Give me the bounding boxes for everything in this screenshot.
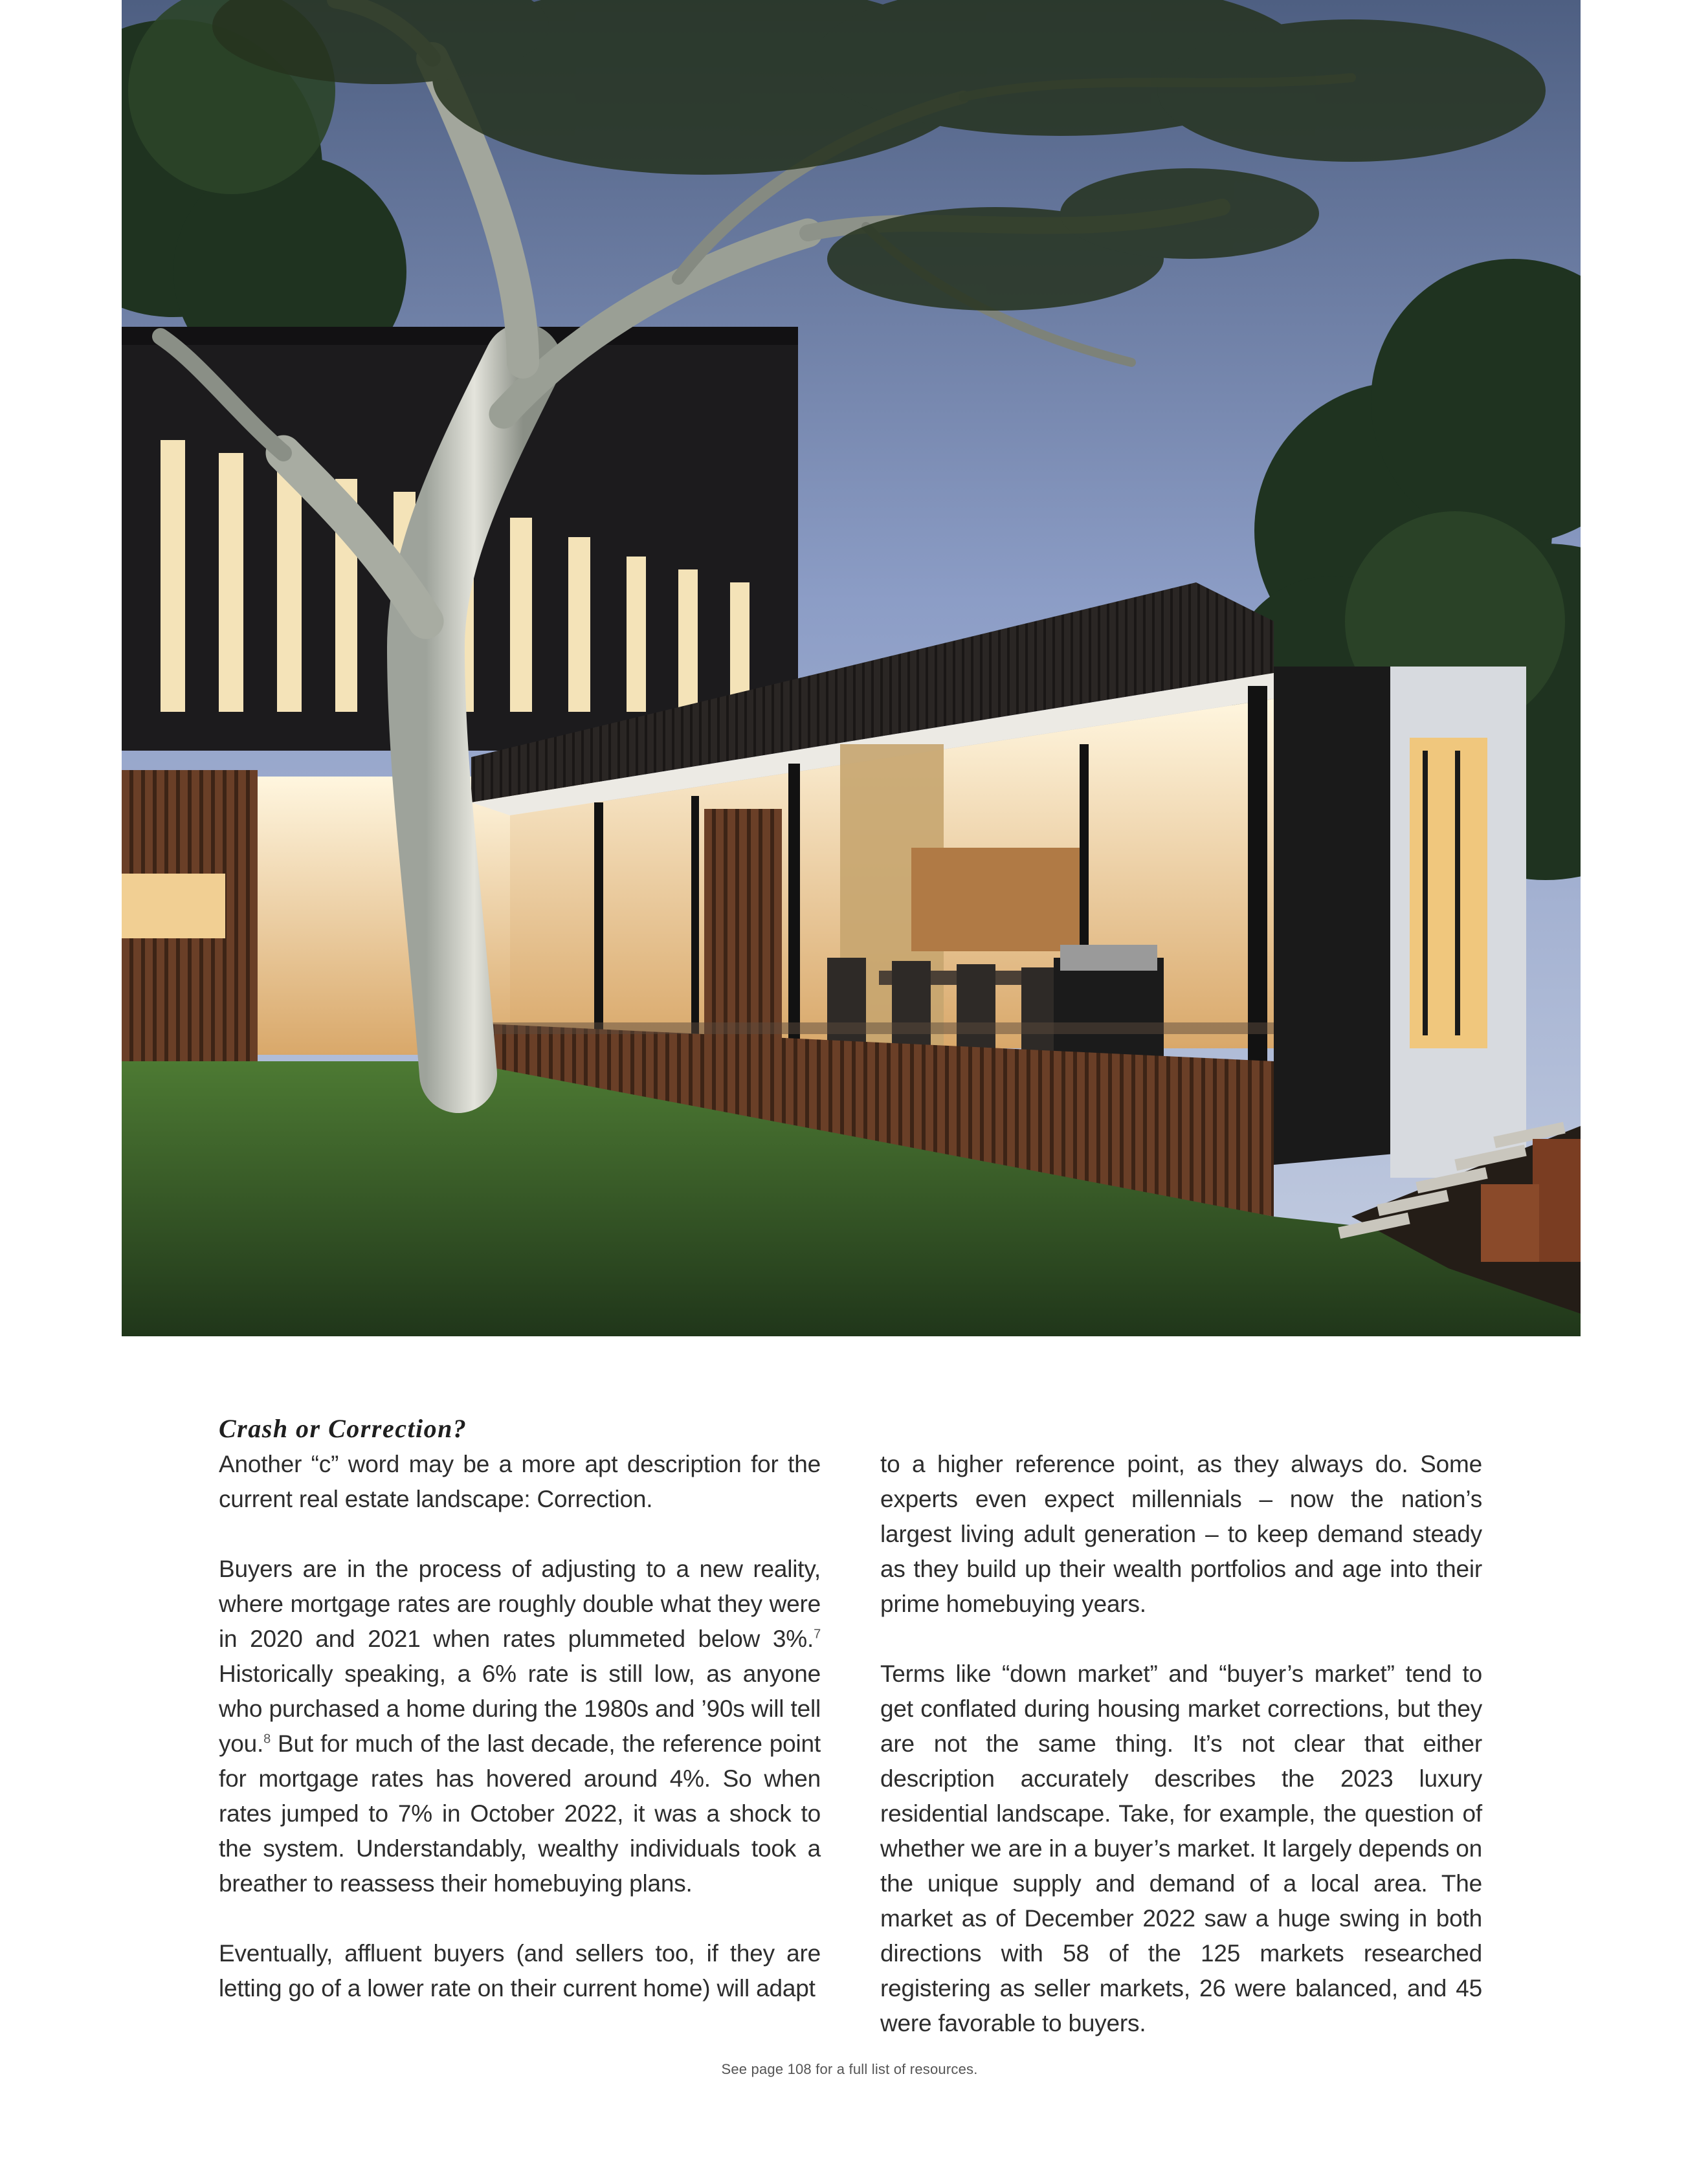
paragraph-text: Historically speaking, a 6% rate is still low, as anyone who purchased a home during the 1980s and ’90s will tell you. bbox=[219, 1660, 821, 1757]
article-column-left bbox=[219, 1411, 821, 2006]
paragraph: Another “c” word may be a more apt description for the current real estate landscape: Correction. bbox=[219, 1451, 821, 1512]
article-column-right bbox=[880, 1447, 1482, 2041]
house-at-dusk-illustration bbox=[122, 0, 1581, 1336]
paragraph: Eventually, affluent buyers (and sellers too, if they are letting go of a lower rate on their current home) will adapt bbox=[219, 1940, 821, 2002]
paragraph-text: Buyers are in the process of adjusting to a new reality, where mortgage rates are roughly double what they were in 2020 and 2021 when rates plummeted below 3%. bbox=[219, 1556, 821, 1652]
paragraph: Terms like “down market” and “buyer’s market” tend to get conflated during housing market corrections, but they are not the same thing. It’s not clear that either description accurately describes the 2023 luxury residential landscape. Take, for example, the question of whether we are in a buyer’s market. It largely depends on the unique supply and demand of a local area. The market as of December 2022 saw a huge swing in both directions with 58 of the 125 markets researched registering as seller markets, 26 were balanced, and 45 were favorable to buyers. bbox=[880, 1660, 1482, 2036]
paragraph-text: But for much of the last decade, the reference point for mortgage rates has hovered around 4%. So when rates jumped to 7% in October 2022, it was a shock to the system. Understandably, wealthy individuals took a breather to reassess their homebuying plans. bbox=[219, 1730, 821, 1897]
paragraph bbox=[219, 1552, 821, 1901]
section-heading: Crash or Correction? bbox=[219, 1414, 467, 1443]
resources-footnote: See page 108 for a full list of resources. bbox=[721, 2061, 978, 2077]
paragraph: to a higher reference point, as they always do. Some experts even expect millennials – now the nation’s largest living adult generation – to keep demand steady as they build up their wealth portfolios and age into their prime homebuying years. bbox=[880, 1451, 1482, 1617]
footnote-ref[interactable]: 7 bbox=[814, 1627, 821, 1642]
footnote-ref[interactable]: 8 bbox=[263, 1732, 271, 1747]
hero-photo bbox=[122, 0, 1581, 1336]
